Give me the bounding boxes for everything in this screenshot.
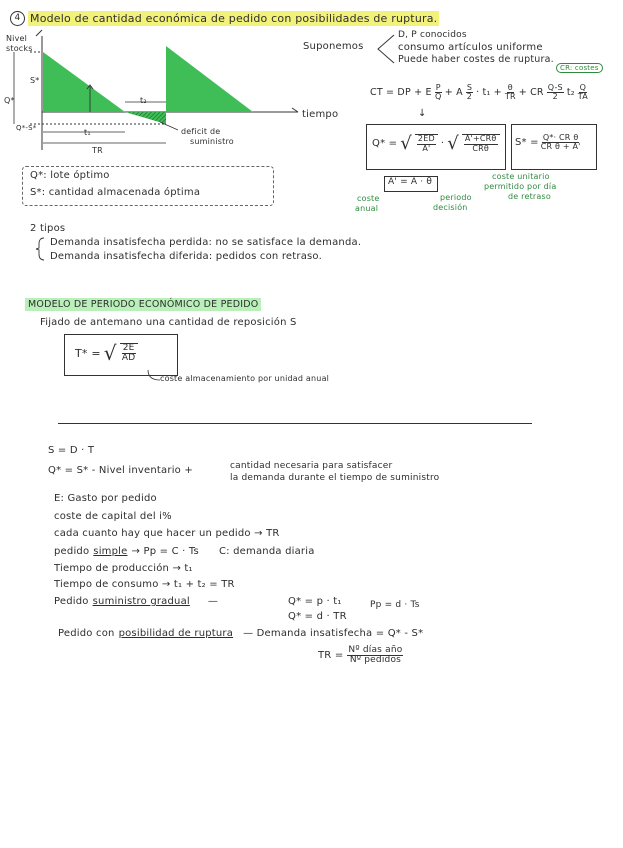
- frac-theta-tr: $\frac{\theta}{TR}$: [504, 83, 516, 102]
- graph-label-t2: t₂: [140, 96, 147, 105]
- brace-icon: [374, 32, 396, 66]
- note-pp-dts: Pp = d · Ts: [370, 600, 420, 610]
- graph-y-label-1: Nivel: [6, 34, 28, 43]
- coste-anual-1: coste: [357, 194, 380, 203]
- note-q-star-desc-2: la demanda durante el tiempo de suministro: [230, 473, 440, 483]
- divider: [58, 423, 532, 424]
- note-consumo: Tiempo de consumo → t₁ + t₂ = TR: [54, 579, 235, 590]
- graph-label-deficit-1: deficit de: [181, 127, 221, 136]
- frac-qs-2: $\frac{Q-S}{2}$: [547, 83, 563, 102]
- frac-2e-ad: $\frac{2E}{AD}$: [121, 342, 136, 363]
- q-star-label: Q* =: [372, 138, 398, 149]
- assumption-2: consumo artículos uniforme: [398, 42, 543, 53]
- a-prime-formula: A' = A · θ: [388, 177, 433, 187]
- frac-s-2: $\frac{S}{2}$: [466, 83, 473, 102]
- graph-y-label-2: stocks: [6, 44, 33, 53]
- graph-label-t1: t₁: [84, 128, 91, 137]
- note-ruptura: Pedido con posibilidad de ruptura — Demanda insatisfecha = Q* - S*: [58, 628, 424, 639]
- note-q-star-desc-1: cantidad necesaria para satisfacer: [230, 461, 393, 471]
- frac-q-ta: $\frac{Q}{TA}$: [577, 83, 588, 102]
- periodo-1: periodo: [440, 193, 472, 202]
- s-star-label: S* =: [515, 137, 539, 149]
- graph-label-q-minus-s: Q*-S*: [16, 124, 37, 132]
- ct-label: CT = DP + E: [370, 87, 432, 99]
- note-tr-formula: TR = $\frac{\text{Nº días año}}{\text{Nº pedidos}}$: [318, 645, 403, 666]
- down-arrow-icon: ↓: [418, 108, 427, 119]
- frac-ace: $\frac{\text{A'+CRθ}}{\text{CRθ}}$: [464, 134, 497, 153]
- section-2-intro: Fijado de antemano una cantidad de reposición S: [40, 317, 297, 328]
- note-capital: coste de capital del i%: [54, 511, 172, 522]
- frac-p-q: $\frac{P}{Q}$: [434, 83, 442, 102]
- coste-unitario-2: permitido por día: [484, 182, 557, 191]
- frac-s-star: $\frac{\text{Q*· CR θ}}{\text{CR θ + A'}}$: [540, 133, 581, 152]
- page-title: Modelo de cantidad económica de pedido con posibilidades de ruptura.: [30, 12, 438, 25]
- note-cada-cuanto: cada cuanto hay que hacer un pedido → TR: [54, 528, 280, 539]
- ct-rest: + A: [444, 87, 463, 99]
- coste-anual-2: anual: [355, 204, 379, 213]
- graph-label-tr: TR: [92, 146, 103, 155]
- note-s-dt: S = D · T: [48, 445, 95, 456]
- note-e: E: Gasto por pedido: [54, 493, 157, 504]
- graph-label-tiempo: tiempo: [302, 109, 339, 120]
- stock-triangle-1: [43, 52, 125, 112]
- note-q-dt: Q* = d · TR: [288, 611, 347, 622]
- graph-label-s-star: S*: [30, 76, 40, 85]
- assumption-tag: CR: costes: [556, 63, 603, 73]
- s-star-formula: [515, 134, 581, 152]
- graph-label-deficit-2: suministro: [190, 137, 234, 146]
- t2-term: t₂: [566, 87, 575, 99]
- t-star-note: coste almacenamiento por unidad anual: [160, 374, 330, 383]
- types-brace-icon: [36, 236, 46, 262]
- tr-term: · t₁ +: [476, 87, 502, 99]
- note-q-star: Q* = S* - Nivel inventario +: [48, 465, 193, 476]
- frac-2ed: $\frac{2ED}{A'}$: [417, 134, 435, 153]
- t-star-formula: T* = √ $\frac{2E}{AD}$: [75, 341, 138, 365]
- coste-unitario-1: coste unitario: [492, 172, 550, 181]
- assumptions-lead: Suponemos: [303, 41, 364, 52]
- section-2-title: MODELO DE PERIODO ECONÓMICO DE PEDIDO: [25, 298, 261, 311]
- stock-triangle-2: [166, 46, 253, 112]
- q-star-formula: Q* = √ $\frac{2ED}{A'}$ · √ $\frac{\text{A'+CRθ}}{\text{CRθ}}$: [372, 133, 500, 154]
- t-star-label: T* =: [75, 346, 101, 360]
- shortage-region: [125, 112, 166, 124]
- note-suministro-gradual: Pedido suministro gradual —: [54, 596, 219, 607]
- note-produccion: Tiempo de producción → t₁: [54, 563, 193, 574]
- note-q-pt: Q* = p · t₁: [288, 596, 342, 607]
- section-number: 4: [10, 11, 25, 26]
- graph-label-q-star: Q*: [4, 96, 15, 105]
- coste-unitario-3: de retraso: [508, 192, 551, 201]
- types-line-1: Demanda insatisfecha perdida: no se satisface la demanda.: [50, 237, 362, 248]
- assumption-3: Puede haber costes de ruptura.: [398, 54, 554, 65]
- inventory-graph: [0, 0, 330, 170]
- types-heading: 2 tipos: [30, 223, 66, 234]
- types-line-2: Demanda insatisfecha diferida: pedidos con retraso.: [50, 251, 322, 262]
- periodo-2: decisión: [433, 203, 468, 212]
- legend-line-1: Q*: lote óptimo: [30, 170, 110, 181]
- legend-line-2: S*: cantidad almacenada óptima: [30, 187, 201, 198]
- note-pedido-simple: pedido simple → Pp = C · Ts C: demanda diaria: [54, 546, 315, 557]
- ct-formula: [370, 84, 588, 102]
- assumption-1: D, P conocidos: [398, 30, 467, 40]
- cr-term: + CR: [518, 87, 544, 99]
